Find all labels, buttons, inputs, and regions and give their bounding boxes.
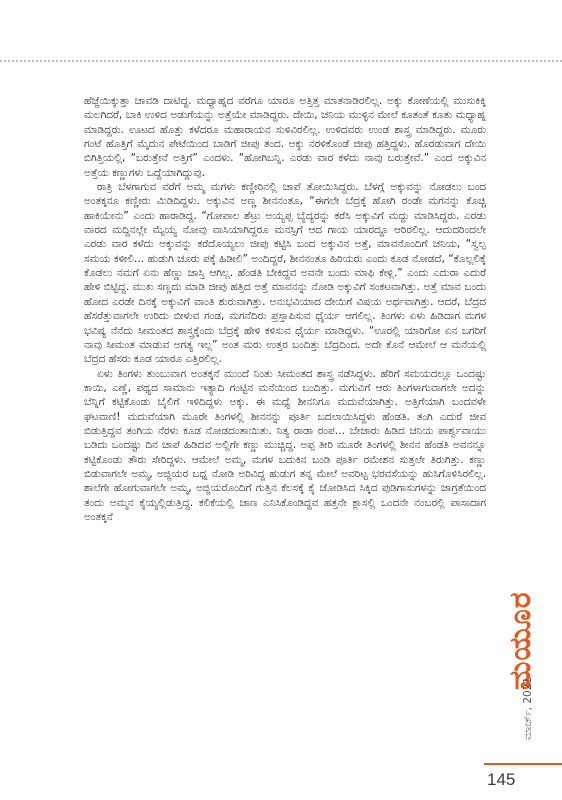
page-number-rule xyxy=(484,763,562,765)
issue-date: ಮಾರ್ಚ್, 2021 xyxy=(522,676,534,740)
article-paragraph: ರಾತ್ರಿ ಬೆಳಗಾಗುವ ವರೆಗೆ ಅಮ್ಮ ಮಗಳು ಕಣ್ಣೀರಿನಲ್ಲಿ ಚಾಪೆ ತೋಯಿಸಿದ್ದರು. ಬೆಳಗ್ಗೆ ಅಕ್ಕುವನ್ನು ನೋಡಲು ಬಂದ ಅಂತಕ್ಕನೂ ಕಣ್ಣೀರು ಮಿಡಿದಿದ್ದಳು. ಅಕ್ಕುವಿನ ಅಣ್ಣ ಶೀನನಂತೂ, “ಈಗಲೇ ಬೆದ್ರಕ್ಕೆ ಹೋಗಿ ರಂಡೇ ಮಗನನ್ನು ಕೊಚ್ಚಿ ಹಾಕಿಯೇನು” ಎಂದು ಹಾರಾಡಿದ್ದ. “ಗೋಪಾಲ ಶೆಟ್ರು ಅಯ್ಯಪ್ಪ ಬ್ಯೆದ್ಯರನ್ನು ಕರೆಸಿ ಅಕ್ಕುವಿಗೆ ಮದ್ದು ಮಾಡಿಸಿದ್ದರು. ಎರಡು ವಾರದ ಮದ್ದಿನಲ್ಲೇ ಮ್ಯೆಯ್ಯ ನೋವು ವಾಸಿಯಾಗಿದ್ದರೂ ಮನಸ್ಸಿಗೆ ಆದ ಗಾಯ ಯಾರದ್ದೂ ಆರಿರಲಿಲ್ಲ. ಆದುದರಿಂದಲೇ ಎರಡು ವಾರ ಕಳೆದು ಅಕ್ಕುವನ್ನು ಕರೆದೊಯ್ಯಲು ಜೀಪು ಕಟ್ಟಿಸಿ ಬಂದ ಅಕ್ಕುವಿನ ಅತ್ತೆ, ಮಾವನೊಂದಿಗೆ ಚನಿಯ, “ಸ್ವಲ್ಪ ಸಮಯ ಕಳೀಲಿ… ಹುಡುಗಿ ಚೂರು ಪಕ್ಕೆ ಹಿಡೀಲಿ” ಅಂದಿದ್ದರೆ, ಶೀನನಂತೂ ಹಿರಿಯರು ಎಂದು ಕೂಡ ನೋಡದೆ, “ಕೊಲ್ಲಲಿಕ್ಕೆ ಕೊಡಲು ನಮಗೆ ಏನು ಹೆಣ್ಣು ಜಾಸ್ತಿ ಆಗಿಲ್ಲ. ಹೆಂಡತಿ ಬೇಕಿದ್ದವ ಅವನೇ ಬಂದು ಮಾಫಿ ಕೇಳ್ಲಿ.” ಎಂದು ಎದುರಾ ಎದುರೆ ಹೇಳಿ ಬಿಟ್ಟಿದ್ದ. ಮುಖ ಸಣ್ಣದು ಮಾಡಿ ಜೀಪು ಹತ್ತಿದ ಅತ್ತೆ ಮಾವನನ್ನು ನೋಡಿ ಅಕ್ಕುವಿಗೆ ಸಂಕಟವಾಗಿತ್ತು. ಅತ್ತೆ ಮಾವ ಬಂದು ಹೋದ ಎರಡೇ ದಿನಕ್ಕೆ ಅಕ್ಕುವಿಗೆ ವಾಂತಿ ಶುರುವಾಗಿತ್ತು. ಅನುಭವಿಯಾದ ದೇಯಿಗೆ ವಿಷಯ ಅರ್ಥವಾಗಿತ್ತು. ಆದರೆ, ಬೆದ್ರದ ಹೆಸರೆತ್ತುವಾಗಲೇ ಉರಿದು ಬೀಳುವ ಗಂಡ, ಮಗನೆದಿರು ಪ್ರಸ್ತಾಪಿಸುವ ಧೈರ್ಯ ಆಗಲಿಲ್ಲ. ತಿಂಗಳು ಏಳು ಹಿಡಿದಾಗ ಮಗಳ ಭವಿಷ್ಯ ನೆನೆದು ಸೀಮಂತದ ಶಾಸ್ತ್ರಕ್ಕೆಂದು ಬೆದ್ರಕ್ಕೆ ಹೇಳಿ ಕಳಿಸುವ ಧೈರ್ಯ ಮಾಡಿದ್ದಳು. “ಊರಲ್ಲಿ ಯಾರಿಗೋ ಏನ ಬಗರಿಗೆ ನಾವು ಸೀಮಂತ ಮಾಡುವ ಅಗತ್ಯ ಇಲ್ಲ” ಅಂತ ಮರು ಉತ್ತರ ಬಂದಿತ್ತು ಬೆದ್ರದಿಂದ. ಅದೇ ಕೊನೆ ಆಮೇಲೆ ಆ ಮನೆಯಲ್ಲಿ ಬೆದ್ರದ ಹೆಸರು ಕೂಡ ಯಾರೂ ಎತ್ತಿರಲಿಲ್ಲ. xyxy=(84,181,486,366)
article-paragraph: ಹೆಜ್ಜೆಯಿಕ್ಕುತ್ತಾ ಚಾವಡಿ ದಾಟಿದ್ದ. ಮಧ್ಯಾಹ್ನದ ವರೆಗೂ ಯಾರೂ ಅತ್ತಿತ್ತ ಮಾತನಾಡಿರಲಿಲ್ಲ. ಅಕ್ಕು ಕೋಣೆಯಲ್ಲಿ ಮುಸುಕಿಕ್ಕಿ ಮಲಗಿದರೆ, ಬಾಕಿ ಉಳಿದ ಅಡುಗೆಯನ್ನು ಅತ್ತೆಯೇ ಮಾಡಿದ್ದರು. ದೇಯಿ, ಚನಿಯ ಮುಳ್ಳಿನ ಮೇಲೆ ಕೂತಂತೆ ಕೂತು ಮಧ್ಯಾಹ್ನ ಮಾಡಿದ್ದರು. ಊಟದ ಹೊತ್ತು ಕಳೆದರೂ ಮಹಾರಾಯನ ಸುಳಿವಿರಲಿಲ್ಲ. ಉಳಿದವರು ಉಂಡ ಶಾಸ್ತ್ರ ಮಾಡಿದ್ದರು. ಮೂರು ಗಂಟೆ ಹೊತ್ತಿಗೆ ಮೈದುನ ಪೇಟೆಯಿಂದ ಬಾಡಿಗೆ ಜೀಪು ತಂದ. ಅಕ್ಕು ನರಳಿಕೊಂಡೆ ಜೀಪು ಹತ್ತಿದ್ದಳು. ಹೊರಡುವಾಗ ದೇಯಿ ಬಿಗಿತ್ತಿಯಲ್ಲಿ, “ಬರುತ್ತೇನೆ ಅತ್ತಿಗೆ” ಎಂದಳು. “ಹೋಗಿಬನ್ನಿ. ಎರಡು ವಾರ ಕಳೆದು ನಾವು ಬರುತ್ತೇವೆ.” ಎಂದ ಅಕ್ಕುವಿನ ಅತ್ತೆಯ ಕಣ್ಣುಗಳು ಒದ್ದೆಯಾಗಿದ್ದುವು. xyxy=(84,95,486,179)
article-body xyxy=(84,94,486,524)
magazine-name: ಮಯೂರ xyxy=(503,591,538,690)
article-paragraph: ಏಳು ತಿಂಗಳು ತುಂಬುವಾಗ ಅಂತಕ್ಕನೆ ಮುಂದೆ ನಿಂತು ಸೀಮಂತದ ಶಾಸ್ತ್ರ ನಡೆಸಿದ್ದಳು. ಹೆರಿಗೆ ಸಮಯದಲ್ಲೂ ಒಂದಷ್ಟು ಕಾಯಿ, ಎಣ್ಣೆ, ಪಥ್ಯದ ಸಾಮಾನು ಇತ್ಯಾದಿ ಗಂಟ್ಟಿನ ಮನೆಯಿಂದ ಬಂದಿತ್ತು. ಮಗುವಿಗೆ ಆರು ತಿಂಗಳಾಗುವಾಗಲೇ ಅದನ್ನು ಬೆನ್ನಿಗೆ ಕಟ್ಟಿಕೊಂಡು ಬೈಲಿಗೆ ಇಳಿದಿದ್ದಳು ಅಕ್ಕು. ಈ ಮಧ್ಯೆ ಶೀನನಿಗೂ ಮದುವೆಯಾಗಿತ್ತು. ಅತ್ತಿಗೆಯಾಗಿ ಬಂದವಳೇ ಘಟವಾಣಿ! ಮದುವೆಯಾಗಿ ಮೂರೇ ತಿಂಗಳಲ್ಲಿ ಶೀನನನ್ನು ಪೂರ್ತಿ ಬದಲಾಯಿಸಿದ್ದಳು ಹೆಂಡತಿ. ತಂಗಿ ಎದುರೆ ಜೀವ ಬಿಡುತ್ತಿದ್ದವ ತಂಗಿಯ ನೆರಳು ಕೂಡ ನೋಡದಂತಾಯಿತು. ನಿತ್ಯ ರಾಡಾ ರಂಪ… ಬೇಜಾರು ಹಿಡಿದ ಚನಿಯ ಪಾರ್ಶ್ವವಾಯು ಬಡಿದು ಒಂದಷ್ಟು ದಿನ ಚಾಪೆ ಹಿಡಿದವ ಅಲ್ಲಿಗೇ ಕಣ್ಣು ಮುಚ್ಚಿದ್ದ. ಅಪ್ಪ ತೀರಿ ಮೂರೇ ತಿಂಗಳಲ್ಲಿ ಶೀನನ ಹೆಂಡತಿ ಅವನನ್ನೂ ಕಟ್ಟಿಕೊಂಡು ತೌರು ಸೇರಿದ್ದಳು. ಆಮೇಲೆ ಅಮ್ಮ, ಮಗಳ ಬದುಕಿನ ಬಂಡಿ ಪೂರ್ತಿ ರಮೇಶನ ಸುತ್ತಲೇ ತಿರುಗಿತ್ತು. ಕಣ್ಣು ಬಿಡುವಾಗಲೇ ಅಮ್ಮ, ಅಜ್ಜಿಯರ ಬಧ್ನ ನೋಡಿ ಅರಿವಿದ್ದ ಹುಡುಗ ತನ್ನ ಮೇಲೆ ಅವರಿಟ್ಟ ಭರವಸೆಯನ್ನು ಹುಸಿಗೊಳಿಸಿರಲಿಲ್ಲ. ಶಾಲೆಗೇ ಹೋಗುವಾಗಲೇ ಅಮ್ಮ, ಅಜ್ಜಿಯರೊಂದಿಗೆ ಗುತ್ತಿನ ಕೆಲಸಕ್ಕೆ ಕೈ ಜೋಡಿಸಿದ ಸಿಕ್ಕಿದ ಪುಡಿಗಾಸುಗಳನ್ನು ಜಾಗ್ರತೆಯಿಂದ ತಂದು ಅಮ್ಮನ ಕೈಯ್ಯಲ್ಲಿಡುತ್ತಿದ್ದ. ಕಲಿಕೆಯಲ್ಲಿ ಜಾಣ ಎನಿಸಿಕೊಂಡಿದ್ದವ ಹತ್ತನೇ ಕ್ಲಾಸಲ್ಲಿ ಒಂದನೇ ನಂಬರಲ್ಲಿ ಪಾಸಾದಾಗ ಅಂತಕ್ಕನೆ xyxy=(84,367,486,523)
page-number: 145 xyxy=(487,770,516,789)
top-dotted-border xyxy=(0,60,562,62)
